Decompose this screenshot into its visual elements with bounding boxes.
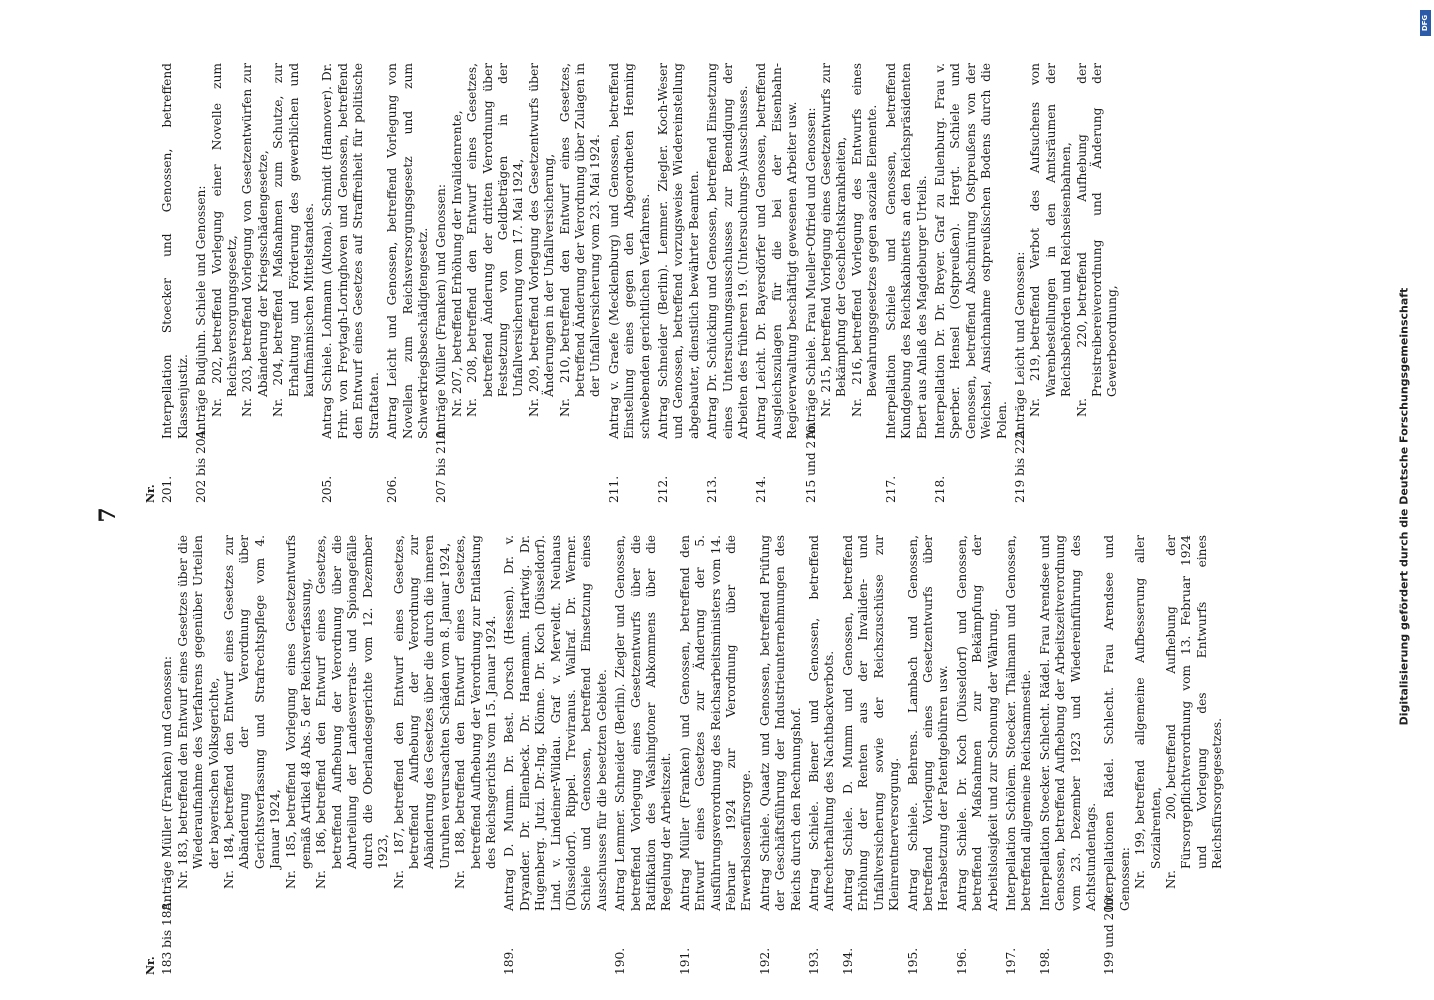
sub-item-text: betreffend den Entwurf eines Gesetzes, betreffend Aufhebung der Verordnung zur Abänderung des Gesetzes über die durch die inneren Unruhen verursachten Schäden vom 8. Januar 1924, xyxy=(391,535,452,869)
entry-number: 212. xyxy=(656,475,670,503)
entry-text: Antrag Schiele. Lohmann (Altona). Schmidt (Hannover). Dr. Frhr. von Freytagh-Loringhoven und Genossen, betreffend den Entwurf eines Gesetzes auf Straffreiheit für politische Straftaten. xyxy=(320,63,381,439)
entry-text: Antrag Schneider (Berlin). Lemmer. Ziegler. Koch-Weser und Genossen, betreffend vorzugsweise Wiedereinstellung abgebauter, dienstlich bewährter Beamten. xyxy=(656,63,701,439)
entry-text: Antrag Schiele. D. Mumm und Genossen, betreffend Erhöhung der Renten aus der Invaliden- und Unfallversicherung sowie der Reichszuschüsse zur Kleinrentnerversorgung. xyxy=(840,535,902,911)
sub-item-text: betreffend den Entwurf eines Gesetzes, betreffend Aufhebung der Verordnung über die Aburteilung der Landesverrats- und Spionagefälle durch die Oberlandesgerichte vom 12. Dezember 1923, xyxy=(314,535,391,869)
entry-number: 191. xyxy=(677,947,692,975)
logo-text: DFG xyxy=(1421,14,1430,32)
sub-item-number: Nr. 220, xyxy=(1074,320,1089,417)
agenda-entry xyxy=(320,63,382,503)
entry-number: 197. xyxy=(1003,947,1018,975)
agenda-entry xyxy=(502,535,610,975)
agenda-entry xyxy=(1004,535,1035,975)
entry-number: 207 bis 210. xyxy=(434,426,449,503)
right-column xyxy=(143,63,1124,503)
entry-number: 201. xyxy=(160,475,175,503)
agenda-entry xyxy=(754,63,800,503)
sub-item-number: Nr. 210, xyxy=(557,355,572,417)
left-entries xyxy=(160,535,1225,975)
entry-number: 214. xyxy=(754,475,769,503)
entry-text: Interpellation Schölem. Stoecker. Thälmann und Genossen, betreffend allgemeine Reichsamnestie. xyxy=(1003,535,1034,911)
entry-number: 190. xyxy=(613,947,628,975)
entry-number: 193. xyxy=(807,947,822,975)
sub-item xyxy=(819,63,850,439)
sub-item-text: betreffend Vorlegung des Entwurfs eines Bewahrungsgesetzes gegen asoziale Elemente. xyxy=(849,63,880,397)
sub-item-number: Nr. 207, xyxy=(449,366,464,417)
agenda-entry xyxy=(607,63,653,503)
entry-text: Antrag D. Mumm. Dr. Best. Dorsch (Hessen). Dr. v. Dryander. Dr. Ellenbeck. Dr. Hanemann. Hartwig. Dr. Hugenberg. Jutzi. Dr.-Ing. Klönne. Dr. Koch (Düsseldorf). Lind. v. Lindeiner-Wildau. Graf v. Merveldt. Neuhaus (Düsseldorf). Rippel. Treviranus. Wallraf. Dr. Werner. Schiele und Genossen, betreffend Einsetzung eines Ausschusses für die besetzten Gebiete. xyxy=(502,535,609,911)
agenda-entry xyxy=(1102,535,1225,975)
sub-item-number: Nr. 209, xyxy=(526,364,541,417)
sub-item-text: betreffend allgemeine Aufbesserung aller Sozialrenten, xyxy=(1133,535,1163,869)
sub-items xyxy=(210,63,318,439)
sub-items xyxy=(450,63,604,439)
sub-item-text: betreffend den Entwurf eines Gesetzes über die Wiederaufnahme des Verfahrens gegenüber Urteilen der bayerischen Volksgerichte, xyxy=(175,535,221,869)
sub-item-number: Nr. 188, xyxy=(453,827,468,889)
sub-items xyxy=(1028,63,1120,439)
entry-text: Interpellation Stoecker und Genossen, betreffend Klassenjustiz. xyxy=(160,63,190,439)
entry-number: 213. xyxy=(705,475,720,503)
entry-text: Interpellation Schiele und Genossen, betreffend Kundgebung des Reichskabinetts an den Reichspräsidenten Ebert aus Anlaß des Magdeburger Urteils. xyxy=(883,63,929,439)
entry-text: Anträge Leicht und Genossen: xyxy=(1012,251,1027,439)
entry-text: Antrag Müller (Franken) und Genossen, betreffend den Entwurf eines Gesetzes zur Änderung der 5. Ausführungsverordnung des Reichsarbeitsministers vom 14. Februar 1924 zur Verordnung über die Erwerbslosenfürsorge. xyxy=(677,535,754,911)
entry-number: 196. xyxy=(954,947,969,975)
agenda-entry xyxy=(841,535,903,975)
entry-text: Antrag Lemmer. Schneider (Berlin). Ziegler und Genossen, betreffend Vorlegung eines Gesetzentwurfs über die Ratifikation des Washingtoner Abkommens über die Regelung der Arbeitszeit. xyxy=(613,535,674,911)
entry-number: 194. xyxy=(840,947,855,975)
entry-text: Antrag Schiele. Quaatz und Genossen, betreffend Prüfung der Geschäftsführung der Industrieunternehmungen des Reichs durch den Rechnungshof. xyxy=(757,535,803,911)
entry-text: Antrag Leicht und Genossen, betreffend Vorlegung von Novellen zum Reichsversorgungsgesetz und zum Schwerkriegsbeschädigtengesetz. xyxy=(385,63,430,439)
sub-item xyxy=(271,63,317,439)
entry-text: Antrag Schiele. Biener und Genossen, betreffend Aufrechterhaltung des Nachtbackverbots. xyxy=(807,535,837,911)
page-number: 7 xyxy=(95,507,121,523)
sub-item-text: betreffend Aufhebung der Preistreibereiverordnung und Änderung der Gewerbeordnung, xyxy=(1074,63,1120,397)
entry-number: 215 und 216. xyxy=(803,421,818,503)
sub-item-number: Nr. 219, xyxy=(1028,354,1043,417)
column-header: Nr. xyxy=(144,484,157,503)
sub-item-number: Nr. 216, xyxy=(849,357,864,417)
sub-item-number: Nr. 185, xyxy=(283,831,298,889)
agenda-entry xyxy=(804,63,881,503)
entry-text: Anträge Schiele. Frau Mueller-Otfried und Genossen: xyxy=(803,107,818,439)
sub-item-number: Nr. 186, xyxy=(314,827,329,889)
entry-number: 206. xyxy=(385,475,400,503)
sub-items xyxy=(1133,535,1225,911)
sub-item-text: betreffend Vorlegung eines Gesetzentwurfs gemäß Artikel 48 Abs. 5 der Reichsverfassung, xyxy=(283,535,314,869)
sub-item-number: Nr. 202, xyxy=(209,356,224,417)
sub-item-text: betreffend Verbot des Aufsuchens von Warenbestellungen in den Amtsräumen der Reichsbehörden und Reichseisenbahnen, xyxy=(1028,63,1074,397)
entry-text: Antrag Leicht. Dr. Bayersdörfer und Genossen, betreffend Ausgleichszulagen für die bei der Eisenbahn-Regieverwaltung beschäftigt gewesenen Arbeiter usw. xyxy=(754,63,800,439)
right-entries xyxy=(160,63,1120,503)
entry-number: 218. xyxy=(932,475,947,503)
entry-number: 195. xyxy=(905,947,920,975)
entry-number: 199 und 200. xyxy=(1102,893,1117,975)
sub-item xyxy=(453,535,499,911)
agenda-entry xyxy=(1038,535,1100,975)
sub-item-text: betreffend Aufhebung der Fürsorgepflichtverordnung vom 13. Februar 1924 und Vorlegung des Entwurfs eines Reichsfürsorgegesetzes. xyxy=(1164,535,1225,869)
sub-item-text: betreffend Erhöhung der Invalidenrente, xyxy=(449,110,464,363)
entry-number: 189. xyxy=(502,947,517,975)
sub-item xyxy=(1133,535,1164,911)
sub-item-text: betreffend Vorlegung des Gesetzentwurfs über Änderungen in der Unfallversicherung, xyxy=(526,63,557,397)
sub-items xyxy=(176,535,500,911)
agenda-entry xyxy=(933,63,1010,503)
sub-item-number: Nr. 203, xyxy=(240,365,255,417)
agenda-entry xyxy=(705,63,751,503)
entry-number: 217. xyxy=(883,475,898,503)
entry-number: 202 bis 204. xyxy=(194,426,209,503)
sub-item xyxy=(240,63,271,439)
sub-item-text: betreffend den Entwurf eines Gesetzes, betreffend Änderung der Verordnung über Zulagen in der Unfallversicherung vom 23. Mai 1924. xyxy=(557,63,603,397)
sub-items xyxy=(819,63,881,439)
sub-item xyxy=(1075,63,1121,439)
rotated-page xyxy=(95,55,1305,975)
sub-item xyxy=(850,63,881,439)
agenda-entry xyxy=(160,535,499,975)
agenda-entry xyxy=(884,63,930,503)
entry-number: 205. xyxy=(320,475,335,503)
entry-number: 211. xyxy=(606,475,621,503)
sub-item-number: Nr. 199, xyxy=(1133,828,1148,889)
entry-number: 198. xyxy=(1037,947,1052,975)
sub-item-text: betreffend Maßnahmen zum Schutze, zur Erhaltung und Förderung des gewerblichen und kaufmännischen Mittelstandes. xyxy=(271,63,317,397)
entry-text: Antrag Schiele. Dr. Koch (Düsseldorf) und Genossen, betreffend Maßnahmen zur Bekämpfung der Arbeitslosigkeit und zur Schonung der Währung. xyxy=(954,535,1000,911)
sub-item xyxy=(527,63,558,439)
entry-number: 183 bis 188. xyxy=(160,898,175,975)
sub-item-number: Nr. 208, xyxy=(465,355,480,417)
agenda-entry xyxy=(807,535,838,975)
sub-item-number: Nr. 215, xyxy=(819,365,834,417)
sub-item xyxy=(210,63,241,439)
agenda-entry xyxy=(385,63,431,503)
sub-item xyxy=(1164,535,1226,911)
sub-item xyxy=(392,535,454,911)
agenda-entry xyxy=(613,535,675,975)
agenda-entry xyxy=(758,535,804,975)
agenda-entry xyxy=(656,63,702,503)
entry-text: Interpellationen Rädel. Schlecht. Frau Arendsee und Genossen: xyxy=(1102,535,1132,911)
sub-item-text: betreffend Vorlegung einer Novelle zum Reichsversorgungsgesetz, xyxy=(209,63,240,397)
agenda-entry xyxy=(160,63,191,503)
agenda-entry xyxy=(194,63,317,503)
sub-item-text: betreffend den Entwurf eines Gesetzes, betreffend Änderung der dritten Verordnung über Festsetzung von Geldbeträgen in der Unfallversicherung vom 17. Mai 1924, xyxy=(465,63,526,397)
sub-item-text: betreffend Vorlegung von Gesetzentwürfen zur Abänderung der Kriegsschädengesetze, xyxy=(240,63,270,397)
sub-item-number: Nr. 183, xyxy=(175,838,190,889)
sub-item-number: Nr. 184, xyxy=(222,833,237,889)
entry-text: Anträge Müller (Franken) und Genossen: xyxy=(434,184,449,439)
sub-item-number: Nr. 204, xyxy=(271,358,286,417)
agenda-entry xyxy=(955,535,1001,975)
agenda-entry xyxy=(906,535,952,975)
sub-item-text: betreffend den Entwurf eines Gesetzes, betreffend Aufhebung der Verordnung zur Entlastung des Reichsgerichts vom 15. Januar 1924. xyxy=(453,535,498,869)
sub-item xyxy=(558,63,604,439)
entry-text: Interpellation Stoecker. Schlecht. Rädel. Frau Arendsee und Genossen, betreffend Aufhebung der Arbeitszeitverordnung vom 23. Dezember 1923 und Wiedereinführung des Achtstundentags. xyxy=(1037,535,1098,911)
entry-text: Anträge Budjuhn. Schiele und Genossen: xyxy=(194,185,209,439)
sub-item xyxy=(314,535,391,911)
sub-item xyxy=(222,535,284,911)
sub-item xyxy=(1028,63,1074,439)
digitization-notice: Digitalisierung gefördert durch die Deutsche Forschungsgemeinschaft xyxy=(1397,287,1411,726)
sub-item xyxy=(284,535,315,911)
sub-item xyxy=(450,63,465,439)
sub-item xyxy=(465,63,527,439)
agenda-entry xyxy=(434,63,603,503)
sub-item-number: Nr. 200, xyxy=(1164,792,1178,889)
entry-text: Interpellation Dr. Dr. Breyer. Graf zu Eulenburg. Frau v. Sperber. Hensel (Ostpreußen). Hergt. Schiele und Genossen, betreffend Abschnürung Ostpreußens von der Weichsel, Ansichnahme ostpreußischen Bodens durch die Polen. xyxy=(932,63,1009,439)
entry-number: 192. xyxy=(757,947,772,975)
entry-text: Antrag Dr. Schücking und Genossen, betreffend Einsetzung eines Untersuchungsausschusses zur Beendigung der Arbeiten des früheren 19. (Untersuchungs-)Ausschusses. xyxy=(705,63,751,439)
agenda-entry xyxy=(678,535,755,975)
column-header: Nr. xyxy=(144,956,157,975)
sub-item-text: betreffend den Entwurf eines Gesetzes zur Abänderung der Verordnung über Gerichtsverfassung und Strafrechtspflege vom 4. Januar 1924, xyxy=(222,535,283,869)
entry-text: Antrag v. Graefe (Mecklenburg) und Genossen, betreffend Einstellung eines gegen den Abgeordneten Henning schwebenden gerichtlichen Verfahrens. xyxy=(606,63,652,439)
sub-item xyxy=(176,535,222,911)
agenda-entry xyxy=(1013,63,1121,503)
dfg-logo xyxy=(1420,10,1431,36)
sub-item-text: betreffend Vorlegung eines Gesetzentwurfs zur Bekämpfung der Geschlechtskrankheiten, xyxy=(819,63,849,397)
left-column xyxy=(143,535,1229,975)
entry-number: 219 bis 222. xyxy=(1012,426,1027,503)
sub-item-number: Nr. 187, xyxy=(391,827,406,889)
entry-text: Anträge Müller (Franken) und Genossen: xyxy=(160,656,175,911)
entry-text: Antrag Schiele. Behrens. Lambach und Genossen, betreffend Vorlegung eines Gesetzentwurfs über Herabsetzung der Patentgebühren usw. xyxy=(905,535,951,911)
